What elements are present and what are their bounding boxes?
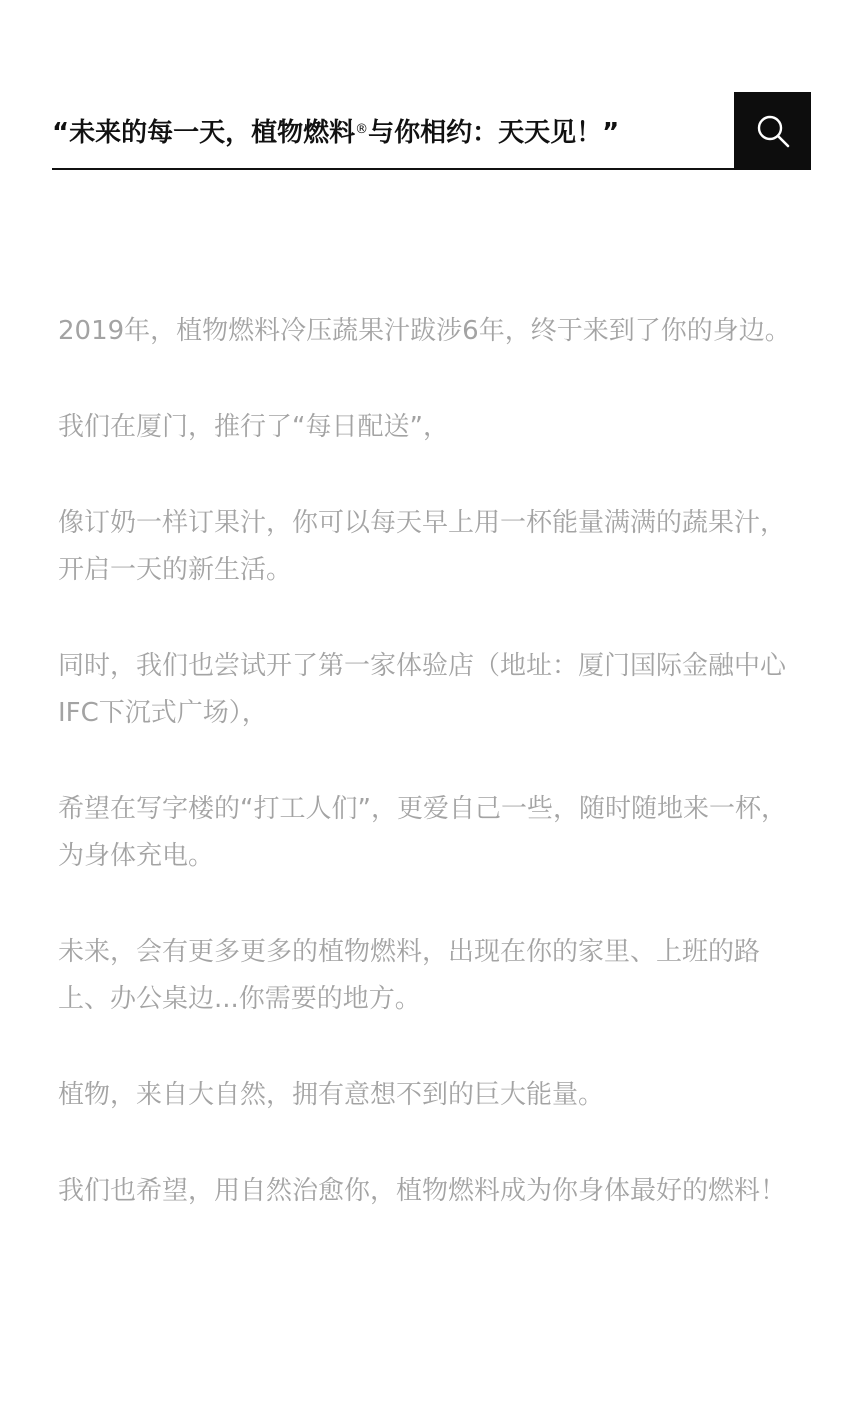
paragraph-7: 植物，来自大自然，拥有意想不到的巨大能量。 <box>58 1080 605 1110</box>
paragraph-5: 希望在写字楼的“打工人们”，更爱自己一些，随时随地来一杯，为身体充电。 <box>58 794 787 871</box>
search-headline[interactable]: “未来的每一天，植物燃料 ® 与你相约：天天见！” <box>52 92 734 170</box>
headline-text-end: 与你相约：天天见！” <box>368 117 620 148</box>
article-body <box>58 308 808 1264</box>
search-button[interactable] <box>734 92 811 170</box>
headline-text-start: “未来的每一天，植物燃料 <box>52 117 356 148</box>
search-bar <box>52 92 811 170</box>
paragraph-6: 未来，会有更多更多的植物燃料，出现在你的家里、上班的路上、办公桌边...你需要的地方。 <box>58 937 761 1014</box>
paragraph-1: 2019年，植物燃料冷压蔬果汁跋涉6年，终于来到了你的身边。 <box>58 316 791 346</box>
paragraph-3: 像订奶一样订果汁，你可以每天早上用一杯能量满满的蔬果汁，开启一天的新生活。 <box>58 508 787 585</box>
paragraph-2: 我们在厦门，推行了“每日配送”， <box>58 412 449 442</box>
search-icon <box>755 113 791 149</box>
paragraph-8: 我们也希望，用自然治愈你，植物燃料成为你身体最好的燃料！ <box>58 1176 787 1206</box>
paragraph-4: 同时，我们也尝试开了第一家体验店（地址：厦门国际金融中心IFC下沉式广场）， <box>58 651 787 728</box>
